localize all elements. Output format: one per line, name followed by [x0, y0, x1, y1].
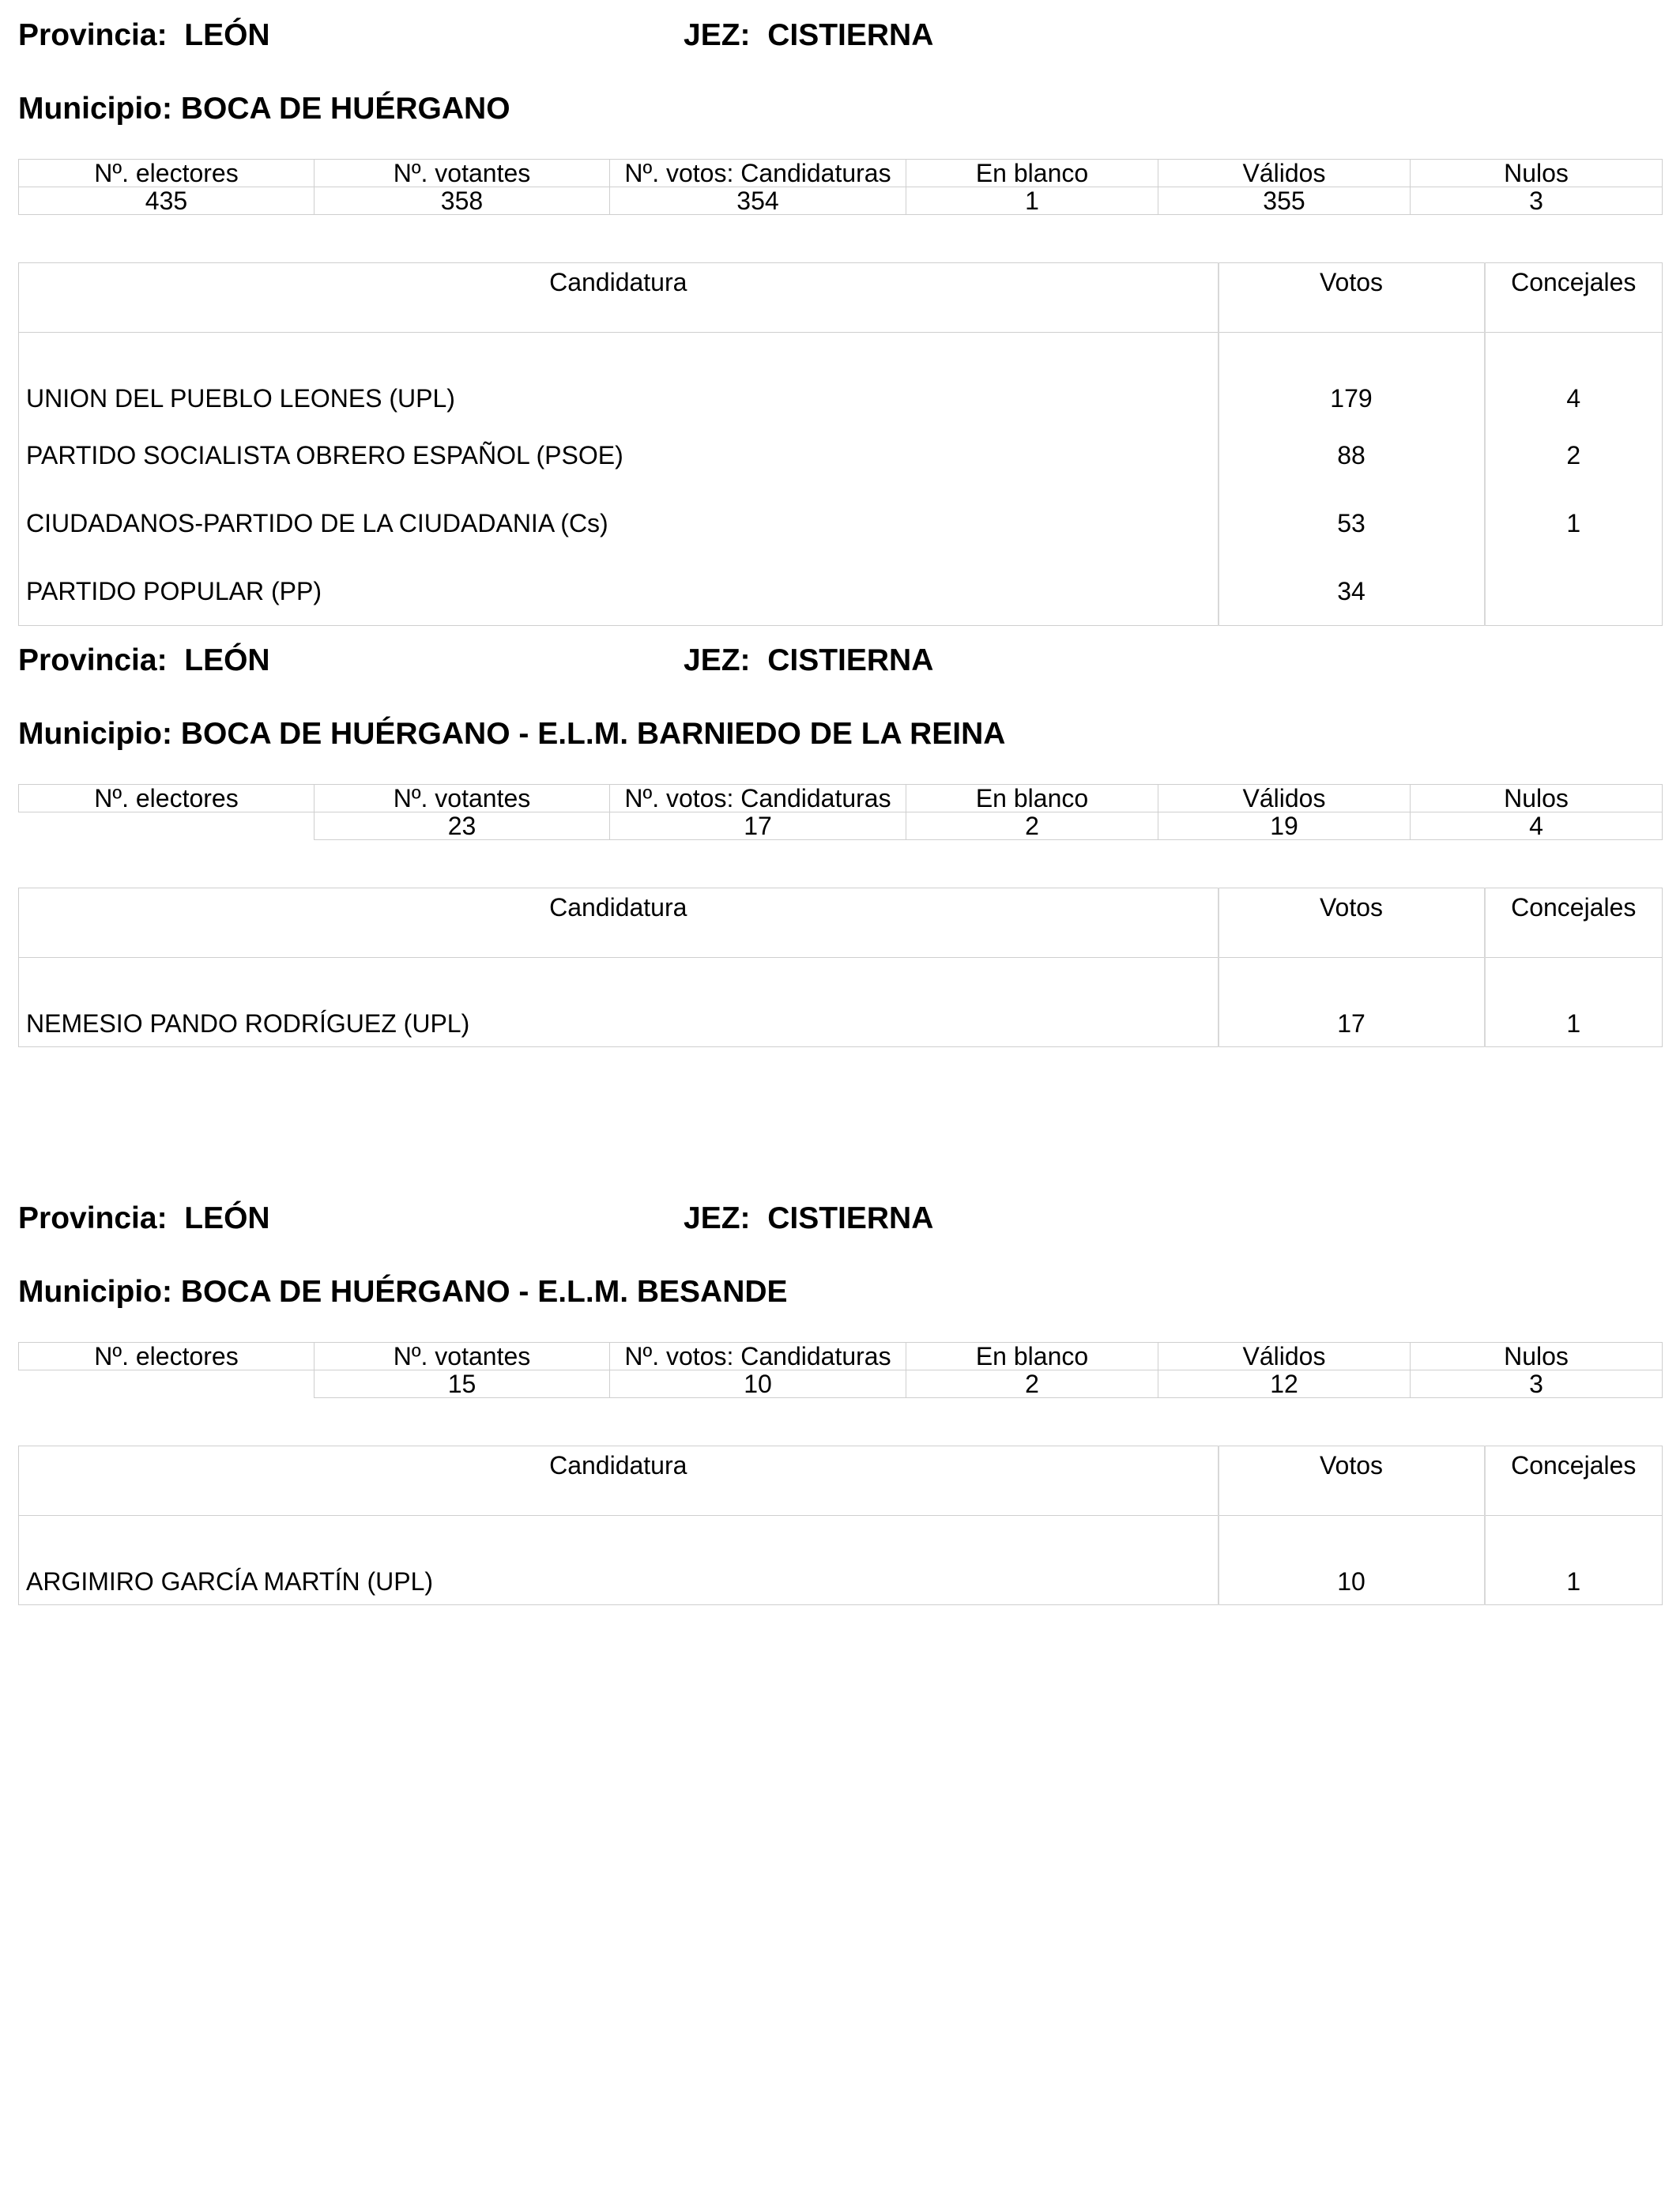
provincia-value: LEÓN — [184, 18, 270, 52]
candidate-concejales: 1 — [1485, 958, 1663, 1047]
provincia-line — [18, 17, 270, 54]
stat-header-electores: Nº. electores — [19, 785, 315, 812]
stat-value-electores — [19, 1370, 315, 1398]
stat-value-votos-candidaturas: 10 — [610, 1370, 906, 1398]
stat-value-nulos: 3 — [1411, 1370, 1663, 1398]
municipio-label: Municipio: — [18, 92, 172, 126]
stats-value-row — [19, 812, 1663, 840]
stat-header-votantes: Nº. votantes — [315, 160, 610, 187]
col-header-concejales: Concejales — [1485, 1446, 1663, 1516]
stat-header-validos: Válidos — [1158, 1343, 1411, 1370]
stat-value-validos: 355 — [1158, 187, 1411, 215]
stat-header-votos-candidaturas: Nº. votos: Candidaturas — [610, 160, 906, 187]
col-header-votos: Votos — [1219, 263, 1485, 333]
jez-line — [684, 643, 933, 679]
jez-label: JEZ: — [684, 643, 751, 677]
stat-header-votantes: Nº. votantes — [315, 785, 610, 812]
stat-value-electores — [19, 812, 315, 840]
stat-value-votantes: 15 — [315, 1370, 610, 1398]
candidate-votos: 34 — [1219, 557, 1485, 626]
municipio-line — [18, 716, 1005, 752]
candidaturas-table — [18, 262, 1663, 626]
candidate-name: CIUDADANOS-PARTIDO DE LA CIUDADANIA (Cs) — [26, 508, 608, 537]
municipio-value: BOCA DE HUÉRGANO — [180, 92, 510, 126]
col-header-candidatura: Candidatura — [19, 888, 1219, 958]
stat-value-votos-candidaturas: 17 — [610, 812, 906, 840]
candidate-name: PARTIDO POPULAR (PP) — [26, 576, 322, 605]
provincia-label: Provincia: — [18, 643, 168, 677]
table-row — [19, 489, 1663, 557]
stats-table — [18, 1342, 1663, 1398]
candidate-name: ARGIMIRO GARCÍA MARTÍN (UPL) — [26, 1567, 434, 1596]
candidaturas-header-row — [19, 1446, 1663, 1516]
stat-value-electores: 435 — [19, 187, 315, 215]
municipio-line — [18, 1274, 788, 1310]
stat-value-en-blanco: 2 — [906, 1370, 1158, 1398]
col-header-concejales: Concejales — [1485, 888, 1663, 958]
stat-value-validos: 12 — [1158, 1370, 1411, 1398]
stats-table — [18, 784, 1663, 840]
stat-header-en-blanco: En blanco — [906, 1343, 1158, 1370]
stats-value-row — [19, 1370, 1663, 1398]
stats-header-row — [19, 160, 1663, 187]
col-header-concejales: Concejales — [1485, 263, 1663, 333]
candidate-votos: 179 — [1219, 333, 1485, 422]
candidate-votos: 88 — [1219, 421, 1485, 489]
jez-line — [684, 1201, 933, 1237]
table-row — [19, 958, 1663, 1047]
candidate-concejales: 4 — [1485, 333, 1663, 422]
stat-value-en-blanco: 2 — [906, 812, 1158, 840]
stat-header-validos: Válidos — [1158, 785, 1411, 812]
candidaturas-table — [18, 1446, 1663, 1605]
candidate-votos: 53 — [1219, 489, 1485, 557]
stat-header-en-blanco: En blanco — [906, 785, 1158, 812]
candidate-votos: 10 — [1219, 1516, 1485, 1605]
jez-label: JEZ: — [684, 1201, 751, 1235]
jez-line — [684, 17, 933, 54]
stats-header-row — [19, 785, 1663, 812]
provincia-label: Provincia: — [18, 1201, 168, 1235]
candidaturas-header-row — [19, 888, 1663, 958]
stat-value-votos-candidaturas: 354 — [610, 187, 906, 215]
provincia-line — [18, 1201, 270, 1237]
stats-table — [18, 159, 1663, 215]
municipio-line — [18, 91, 510, 127]
provincia-value: LEÓN — [184, 643, 270, 677]
table-row — [19, 421, 1663, 489]
candidate-name: PARTIDO SOCIALISTA OBRERO ESPAÑOL (PSOE) — [26, 440, 623, 469]
stat-header-votos-candidaturas: Nº. votos: Candidaturas — [610, 1343, 906, 1370]
candidate-concejales: 1 — [1485, 1516, 1663, 1605]
municipio-value: BOCA DE HUÉRGANO - E.L.M. BESANDE — [180, 1275, 788, 1309]
candidate-name: UNION DEL PUEBLO LEONES (UPL) — [26, 384, 455, 413]
candidate-concejales: 1 — [1485, 489, 1663, 557]
candidate-name: NEMESIO PANDO RODRÍGUEZ (UPL) — [26, 1009, 470, 1038]
table-row — [19, 1516, 1663, 1605]
stat-value-en-blanco: 1 — [906, 187, 1158, 215]
jez-value: CISTIERNA — [767, 18, 934, 52]
candidate-concejales — [1485, 557, 1663, 626]
stat-value-nulos: 3 — [1411, 187, 1663, 215]
stat-header-nulos: Nulos — [1411, 1343, 1663, 1370]
col-header-candidatura: Candidatura — [19, 1446, 1219, 1516]
stat-value-votantes: 358 — [315, 187, 610, 215]
candidaturas-header-row — [19, 263, 1663, 333]
table-row — [19, 557, 1663, 626]
stat-header-votos-candidaturas: Nº. votos: Candidaturas — [610, 785, 906, 812]
candidate-votos: 17 — [1219, 958, 1485, 1047]
stat-value-nulos: 4 — [1411, 812, 1663, 840]
col-header-votos: Votos — [1219, 888, 1485, 958]
municipio-value: BOCA DE HUÉRGANO - E.L.M. BARNIEDO DE LA REINA — [180, 717, 1006, 751]
provincia-label: Provincia: — [18, 18, 168, 52]
provincia-line — [18, 643, 270, 679]
jez-label: JEZ: — [684, 18, 751, 52]
stat-value-votantes: 23 — [315, 812, 610, 840]
col-header-votos: Votos — [1219, 1446, 1485, 1516]
candidate-concejales: 2 — [1485, 421, 1663, 489]
table-row — [19, 333, 1663, 422]
stats-header-row — [19, 1343, 1663, 1370]
stat-header-votantes: Nº. votantes — [315, 1343, 610, 1370]
provincia-value: LEÓN — [184, 1201, 270, 1235]
stat-header-en-blanco: En blanco — [906, 160, 1158, 187]
stat-value-validos: 19 — [1158, 812, 1411, 840]
stats-value-row — [19, 187, 1663, 215]
stat-header-nulos: Nulos — [1411, 160, 1663, 187]
candidaturas-table — [18, 888, 1663, 1047]
stat-header-electores: Nº. electores — [19, 1343, 315, 1370]
jez-value: CISTIERNA — [767, 1201, 934, 1235]
municipio-label: Municipio: — [18, 717, 172, 751]
stat-header-nulos: Nulos — [1411, 785, 1663, 812]
stat-header-electores: Nº. electores — [19, 160, 315, 187]
jez-value: CISTIERNA — [767, 643, 934, 677]
stat-header-validos: Válidos — [1158, 160, 1411, 187]
municipio-label: Municipio: — [18, 1275, 172, 1309]
col-header-candidatura: Candidatura — [19, 263, 1219, 333]
